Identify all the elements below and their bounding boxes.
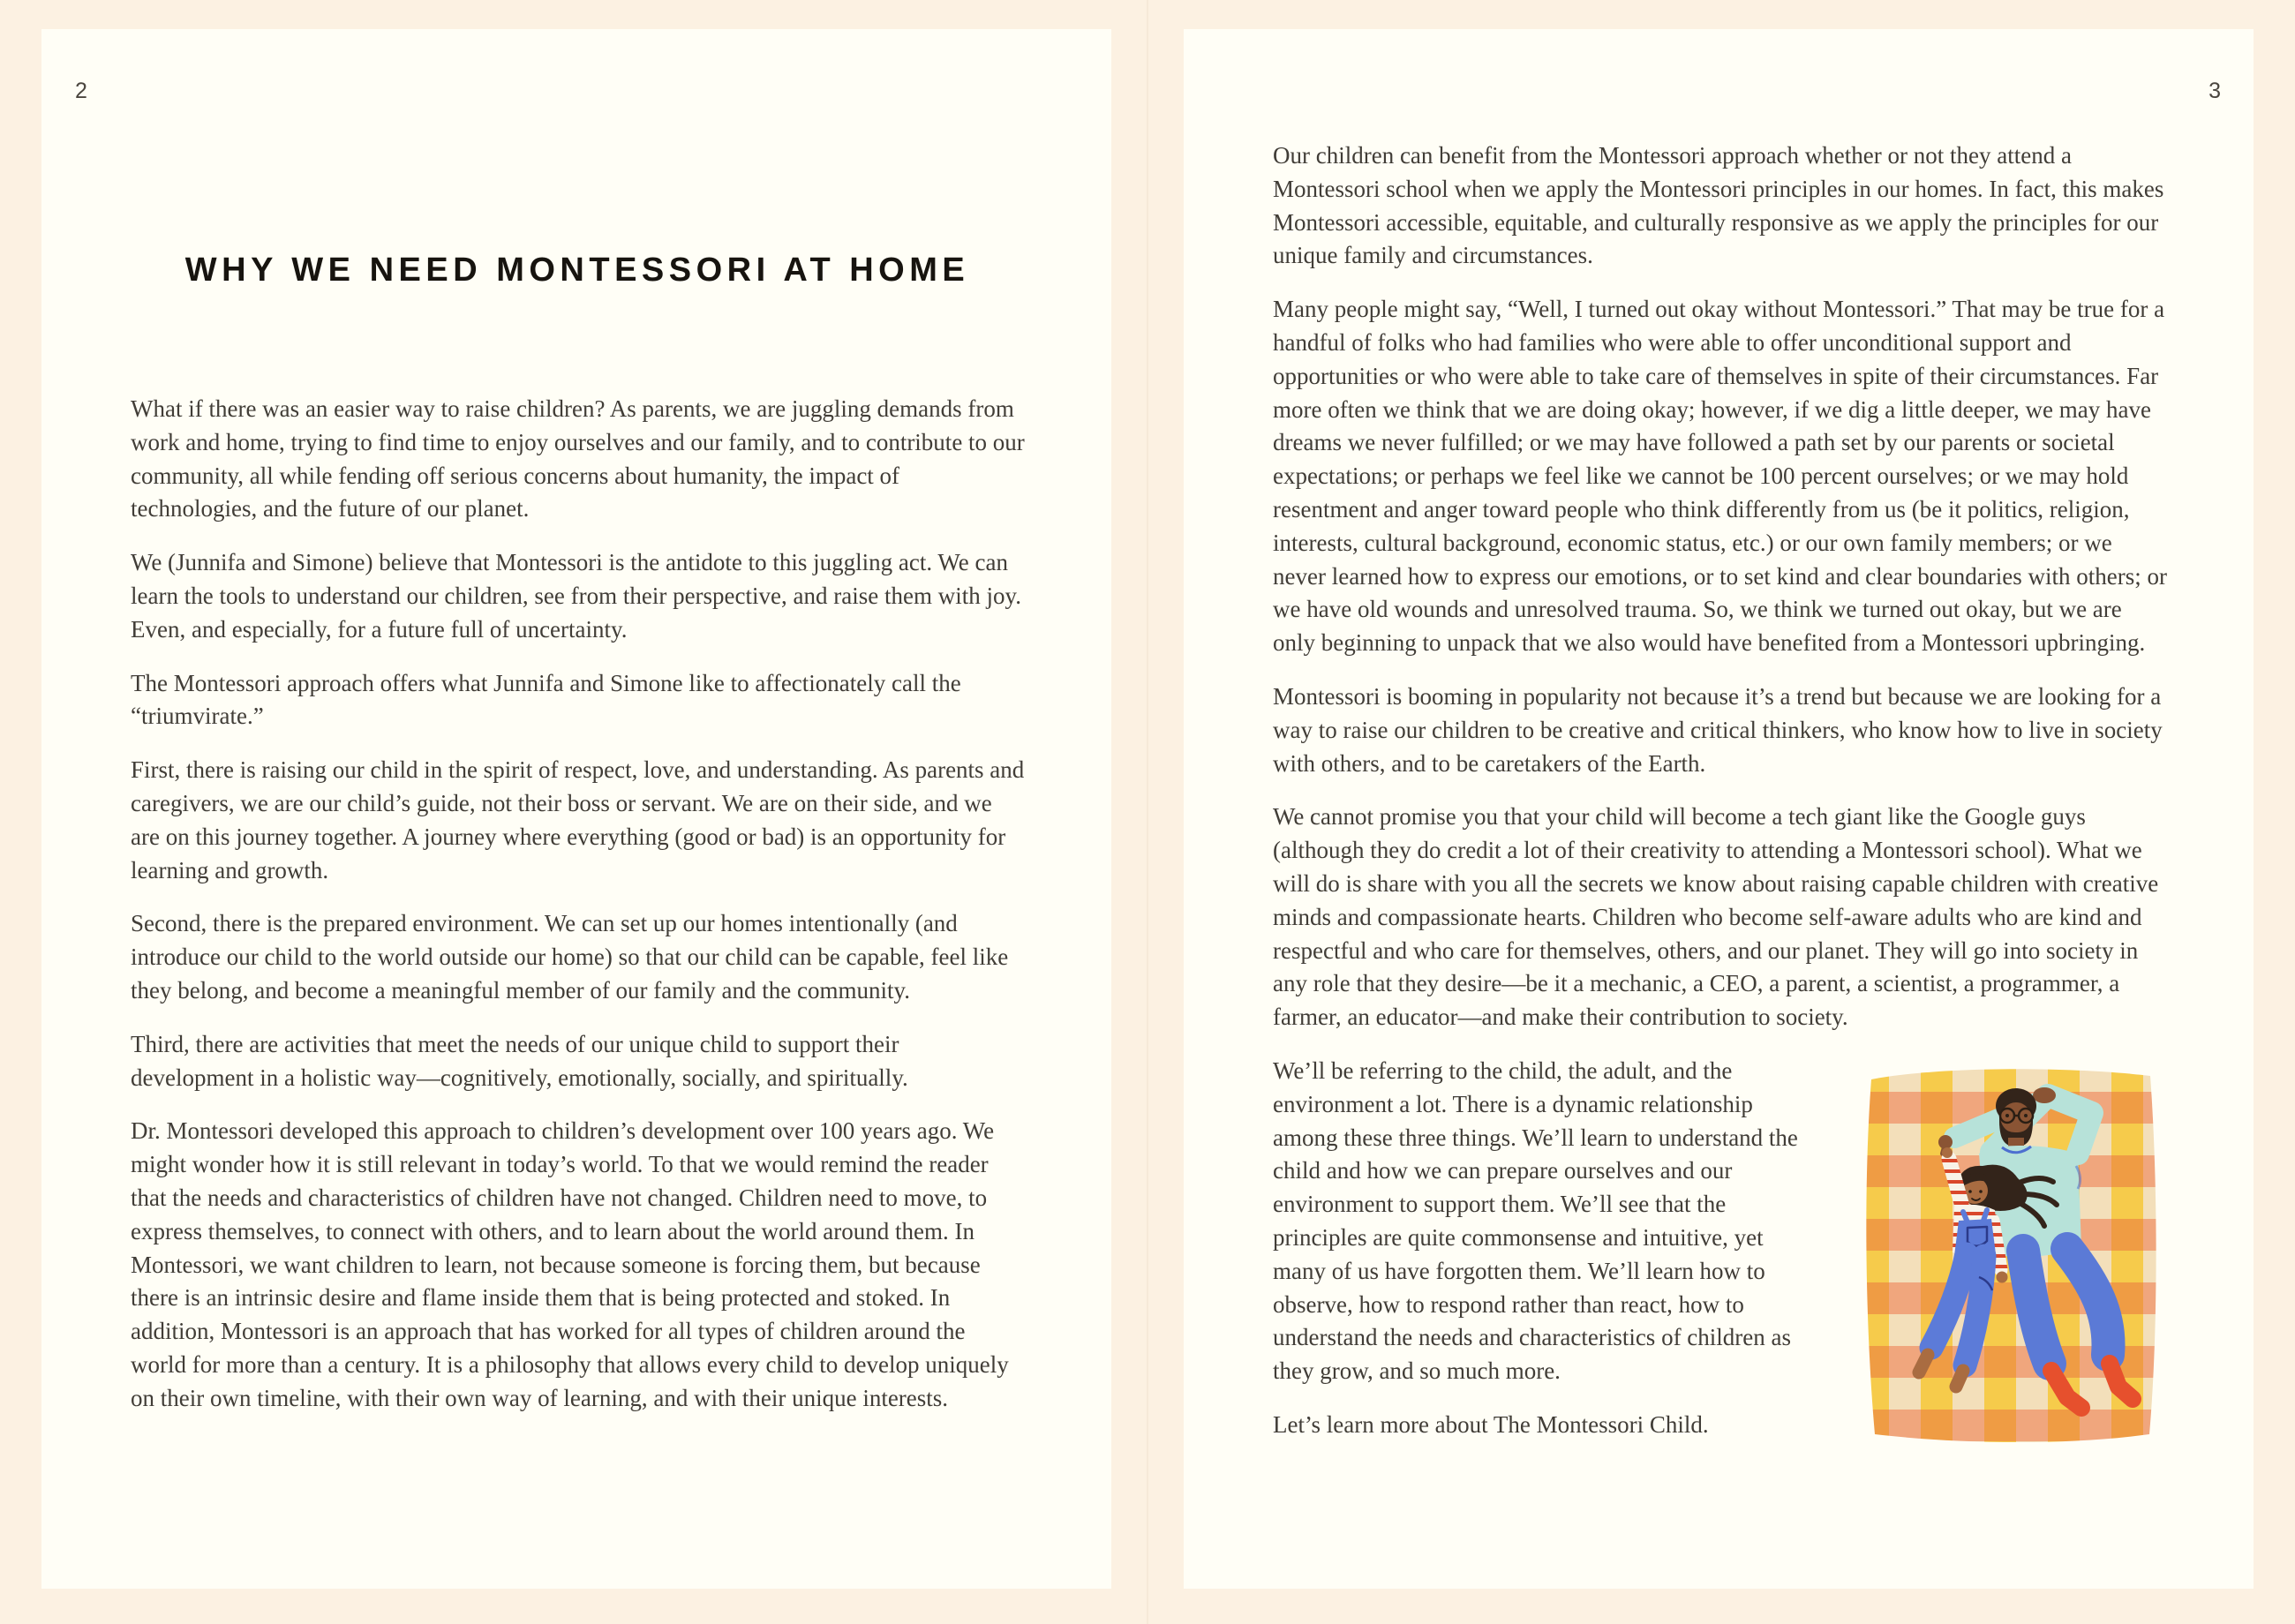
chapter-heading: WHY WE NEED MONTESSORI AT HOME (184, 252, 970, 289)
paragraph: The Montessori approach offers what Junnifa and Simone like to affectionately call the “triumvirate.” (131, 669, 961, 730)
paragraph: First, there is raising our child in the spirit of respect, love, and understanding. As parents and caregivers, we are our child’s guide, not their boss or servant. We are on their side, and we are on this journey together. A journey where everything (good or bad) is an opportunity for learning and growth. (131, 756, 1025, 883)
page-number-left: 2 (75, 79, 88, 103)
paragraph: We cannot promise you that your child will become a tech giant like the Google guys (although they do credit a lot of their creativity to attending a Montessori school). What we will do is share with you all the secrets we know about raising capable children with creative minds and compassionate hearts. Children who become self-aware adults who are kind and respectful and who care for themselves, others, and our planet. They will go into society in any role that they desire—be it a mechanic, a CEO, a parent, a scientist, a programmer, a farmer, an educator—and make their contribution to society. (1273, 803, 2159, 1031)
spine-divider (1147, 0, 1148, 1624)
paragraph: We (Junnifa and Simone) believe that Montessori is the antidote to this juggling act. We can learn the tools to understand our children, see from their perspective, and raise them with joy. Even, and especially, for a future full of uncertainty. (131, 549, 1021, 643)
paragraph: Many people might say, “Well, I turned out okay without Montessori.” That may be true for a handful of folks who had families who were able to offer unconditional support and opportunities or who were able to take care of themselves in spite of their circumstances. Far more often we think that we are doing okay; however, if we dig a little deeper, we may have dreams we never fulfilled; or we may have followed a path set by our parents or societal expectations; or perhaps we feel like we cannot be 100 percent ourselves; or we may hold resentment and anger toward people who think differently from us (be it politics, religion, interests, cultural background, economic status, etc.) or our own family members; or we never learned how to express our emotions, or to set kind and clear boundaries with others; or we have old wounds and unresolved trauma. So, we think we turned out okay, but we are only beginning to unpack that we also would have benefited from a Montessori upbringing. (1273, 296, 2167, 657)
paragraph: Our children can benefit from the Montessori approach whether or not they attend a Montessori school when we apply the Montessori principles in our homes. In fact, this makes Montessori accessible, equitable, and culturally responsive as we apply the principles for our unique family and circumstances. (1273, 142, 2164, 269)
family-on-blanket-illustration (1856, 1060, 2167, 1452)
closing-paragraph: Let’s learn more about The Montessori Child. (1273, 1410, 1709, 1438)
right-text-column (1273, 139, 2167, 1462)
page-left (41, 29, 1111, 1589)
paragraph: Second, there is the prepared environment. We can set up our homes intentionally (and introduce our child to the world outside our home) so that our child can be capable, feel like they belong, and become a meaningful member of our family and the community. (131, 910, 1009, 1004)
page-number-right: 3 (2208, 79, 2222, 103)
left-text-column (131, 393, 1025, 1436)
paragraph: We’ll be referring to the child, the adult, and the environment a lot. There is a dynamic relationship among these three things. We’ll learn to understand the child and how we can prepare ourselves and our environment to support them. We’ll see that the principles are quite commonsense and intuitive, yet many of us have forgotten them. We’ll learn how to observe, how to respond rather than react, how to understand the needs and characteristics of children as they grow, and so much more. (1273, 1056, 1798, 1385)
paragraph: Montessori is booming in popularity not because it’s a trend but because we are looking for a way to raise our children to be creative and critical thinkers, who know how to live in society with others, and to be caretakers of the Earth. (1273, 682, 2163, 777)
paragraph: Third, there are activities that meet the needs of our unique child to support their development in a holistic way—cognitively, emotionally, socially, and spiritually. (131, 1030, 908, 1091)
page-right (1184, 29, 2254, 1589)
paragraph: What if there was an easier way to raise children? As parents, we are juggling demands from work and home, trying to find time to enjoy ourselves and our family, and to contribute to our community, all while fending off serious concerns about humanity, the impact of technologies, and the future of our planet. (131, 395, 1025, 523)
paragraph: Dr. Montessori developed this approach to children’s development over 100 years ago. We might wonder how it is still relevant in today’s world. To that we would remind the reader that the needs and characteristics of children have not changed. Children need to move, to express themselves, to connect with others, and to learn about the world around them. In Montessori, we want children to learn, not because someone is forcing them, but because there is an intrinsic desire and flame inside them that is being protected and stoked. In addition, Montessori is an approach that has worked for all types of children around the world for more than a century. It is a philosophy that allows every child to develop uniquely on their own timeline, with their own way of learning, and with their unique interests. (131, 1117, 1009, 1411)
